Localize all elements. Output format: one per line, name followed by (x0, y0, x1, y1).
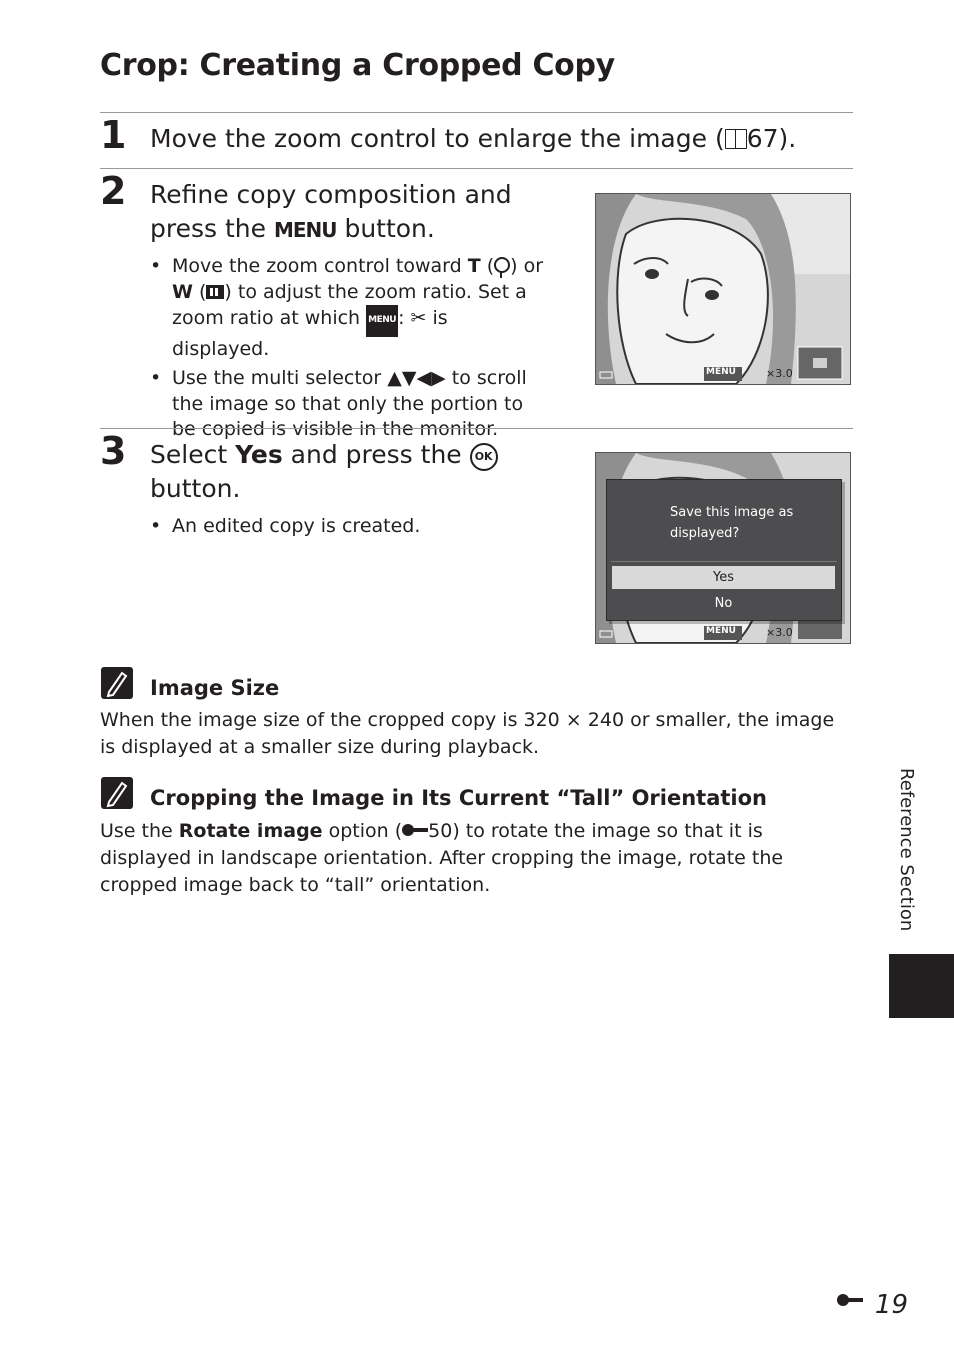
step-2-number: 2 (100, 169, 127, 213)
note-title: Cropping the Image in Its Current “Tall” Orientation (150, 786, 768, 810)
zoom-ratio: ×3.0 (766, 367, 793, 380)
section-tab (889, 954, 954, 1018)
side-section-label: Reference Section (896, 768, 917, 932)
step-3-text: Select Yes and press the OK button. (150, 438, 570, 506)
step-1-text: Move the zoom control to enlarge the image ( 67). (150, 124, 797, 153)
menu-icon: MENU (706, 626, 736, 636)
divider (100, 112, 853, 113)
list-item: • Move the zoom control toward T ( ) or W ( ) to adjust the zoom ratio. Set a zoom ratio at which MENU : ✂ is displayed. (150, 254, 545, 362)
page-title: Crop: Creating a Cropped Copy (100, 48, 615, 83)
note-title: Image Size (150, 676, 280, 700)
note-body: When the image size of the cropped copy is 320 × 240 or smaller, the image is displayed at a smaller size during playback. (100, 709, 835, 758)
multi-selector-arrows-icon: ▲▼◀▶ (387, 367, 446, 389)
note-pencil-icon (101, 777, 133, 809)
step-2-bullets (150, 254, 545, 447)
dialog-divider (611, 561, 837, 562)
list-item: • An edited copy is created. (150, 514, 545, 540)
step-1-number: 1 (100, 113, 127, 157)
dialog-option-no[interactable]: No (714, 596, 733, 611)
list-item: • Use the multi selector ▲▼◀▶ to scroll the image so that only the portion to be copied is visible in the monitor. (150, 366, 545, 443)
divider (100, 168, 853, 169)
menu-icon: MENU (706, 367, 736, 377)
zoom-ratio: ×3.0 (766, 626, 793, 639)
page-number: 19 (837, 1290, 908, 1320)
camera-screen-dialog (595, 452, 851, 644)
zoom-in-icon (494, 257, 510, 273)
camera-screen-zoomed (595, 193, 851, 385)
dialog-option-yes[interactable]: Yes (612, 566, 835, 589)
thumbnail-icon (206, 285, 224, 299)
portrait-illustration (596, 194, 850, 384)
note-body: Use the Rotate image option ( 50) to rotate the image so that it is displayed in landscape orientation. After cropping the image, rotate the cropped image back to “tall” orientation. (100, 820, 784, 896)
divider (100, 428, 853, 429)
page-reference-icon (725, 129, 747, 149)
step-3-number: 3 (100, 429, 127, 473)
step-2-text: Refine copy composition and press the MENU button. (150, 180, 512, 243)
menu-button-icon: MENU (273, 218, 337, 242)
ok-button-icon: OK (470, 443, 498, 471)
menu-icon: MENU (366, 305, 398, 337)
save-dialog (606, 479, 842, 621)
reference-section-icon (402, 822, 428, 838)
dialog-question: Save this image as displayed? (670, 505, 794, 541)
reference-section-icon (837, 1292, 875, 1314)
note-pencil-icon (101, 667, 133, 699)
step-3-bullets (150, 514, 545, 544)
crop-icon: ✂ (410, 307, 427, 329)
